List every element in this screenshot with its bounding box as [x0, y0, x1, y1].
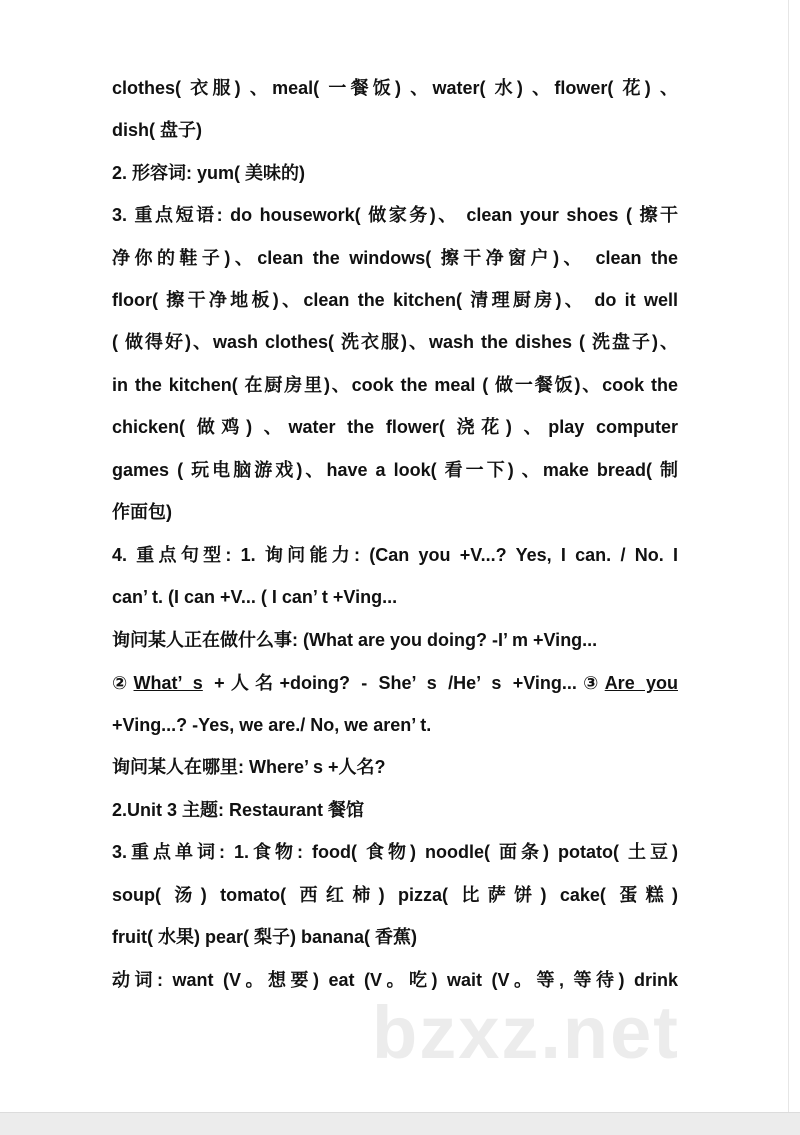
text-line: ( 做得好)、wash clothes( 洗衣服)、wash the dishes ( 洗盘子)、 — [112, 332, 678, 352]
text-line: games ( 玩电脑游戏)、have a look( 看一下) 、make bread( 制 — [112, 460, 678, 480]
text-line: in the kitchen( 在厨房里)、cook the meal ( 做一餐饭)、cook the — [112, 375, 678, 395]
text-line: 4. 重点句型: 1. 询问能力: (Can you +V...? Yes, I can. / No. I — [112, 545, 678, 565]
text-line: 询问某人正在做什么事: (What are you doing? -I’ m +Ving... — [112, 630, 598, 650]
text-line: clothes( 衣服) 、meal( 一餐饭) 、water( 水) 、flower( 花) 、 — [112, 78, 678, 98]
text-line: dish( 盘子) — [112, 120, 202, 140]
page-bottom-bar — [0, 1112, 800, 1135]
text-line: 2.Unit 3 主题: Restaurant 餐馆 — [112, 800, 365, 820]
text-line: can’ t. (I can +V... ( I can’ t +Ving... — [112, 587, 398, 607]
watermark: bzxz.net — [372, 991, 680, 1074]
text-line: 询问某人在哪里: Where’ s +人名? — [112, 757, 386, 777]
text-line: 3. 重点短语: do housework( 做家务)、 clean your shoes ( 擦干 — [112, 205, 678, 225]
text-line: 作面包) — [112, 502, 172, 522]
text-line: 动词: want (V。想要) eat (V。吃) wait (V。等, 等待) drink — [112, 970, 678, 990]
text-line: chicken( 做鸡) 、water the flower( 浇花) 、play computer — [112, 417, 678, 437]
underlined-text: Are you — [604, 673, 678, 693]
text-line: soup( 汤) tomato( 西红柿) pizza( 比萨饼) cake( 蛋糕) — [112, 885, 678, 905]
text-line: 净你的鞋子)、clean the windows( 擦干净窗户)、 clean the — [112, 248, 678, 268]
text-segment: +人名+doing? - She’ s /He’ s +Ving...③ — [202, 673, 605, 693]
text-line: +Ving...? -Yes, we are./ No, we aren’ t. — [112, 715, 432, 735]
circled-2: ② — [112, 673, 134, 693]
underlined-text: What’ s — [133, 673, 203, 693]
text-line: 3.重点单词: 1.食物: food( 食物) noodle( 面条) potato( 土豆) — [112, 842, 678, 862]
text-line: 2. 形容词: yum( 美味的) — [112, 163, 306, 183]
text-line: fruit( 水果) pear( 梨子) banana( 香蕉) — [112, 927, 417, 947]
text-line-underlined — [112, 672, 678, 694]
text-line: floor( 擦干净地板)、clean the kitchen( 清理厨房)、 do it well — [112, 290, 678, 310]
